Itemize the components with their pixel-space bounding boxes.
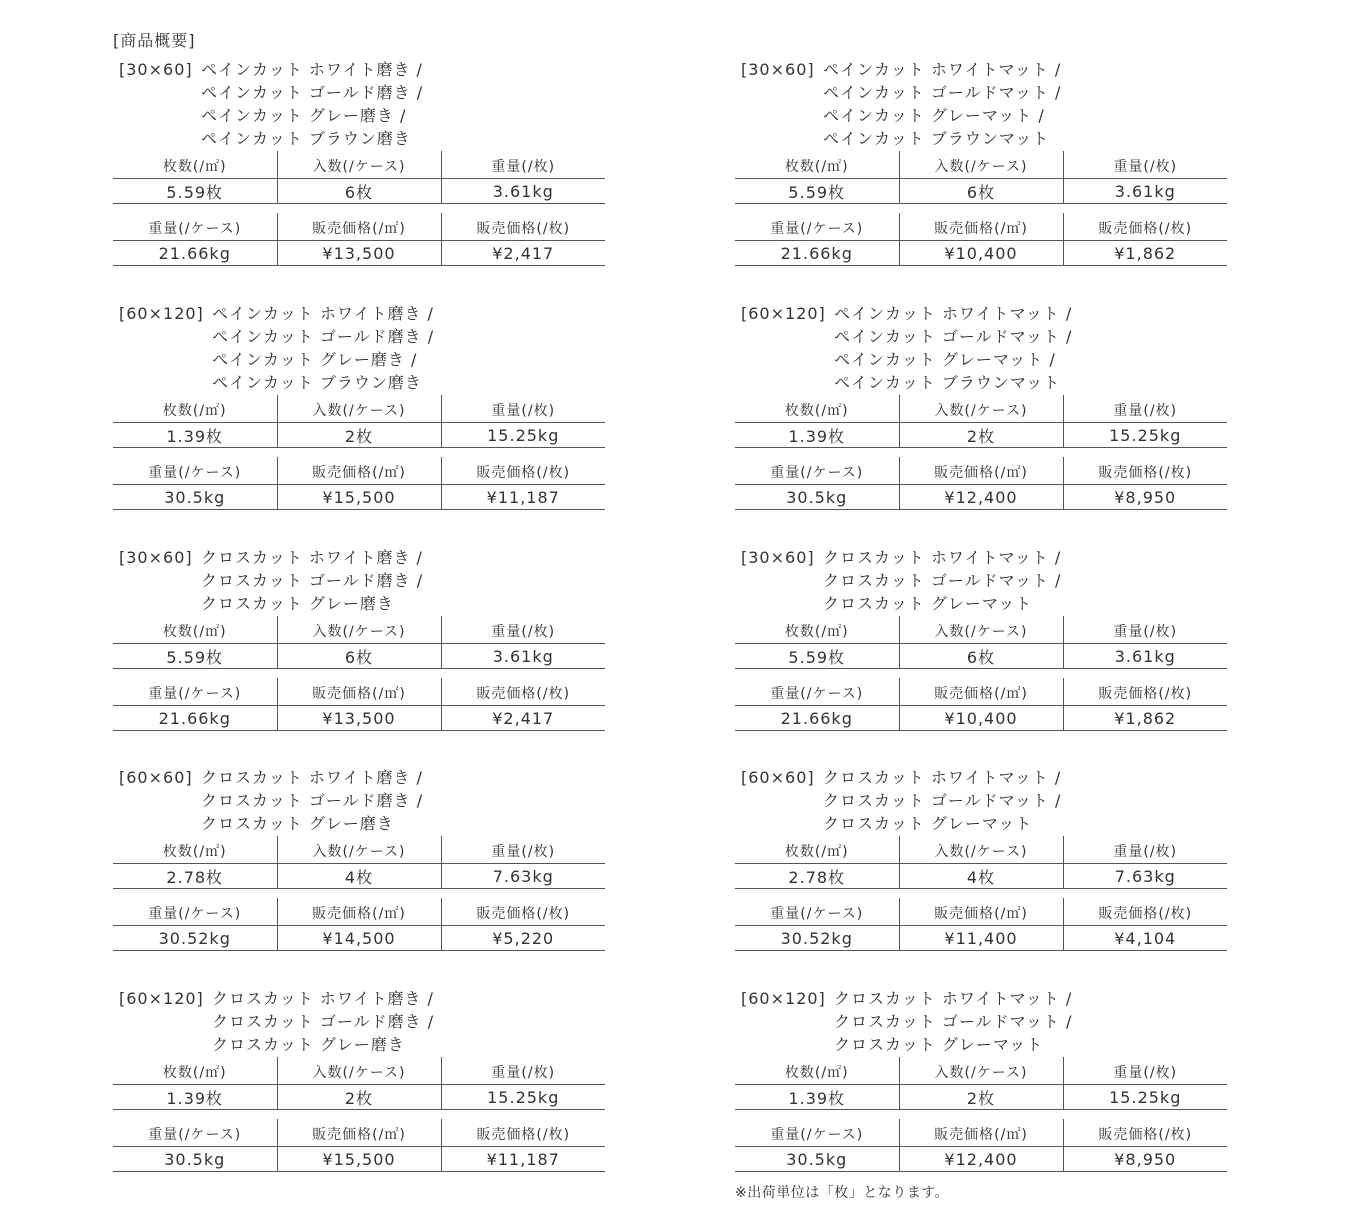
product-name-line: クロスカット グレーマット	[834, 1035, 1044, 1054]
spec-label: 重量(/ケース)	[770, 1126, 864, 1143]
spec-label: 重量(/枚)	[1063, 1057, 1227, 1085]
spec-value: 7.63kg	[441, 864, 605, 889]
product-name-line: ペインカット グレー磨き /	[212, 350, 418, 369]
product-size: [60×120]	[119, 304, 204, 323]
spec-table	[735, 836, 1227, 951]
spec-header-row	[113, 898, 605, 926]
spec-label: 枚数(/㎡)	[784, 843, 849, 860]
spec-value-row	[113, 1147, 605, 1172]
product-names	[823, 58, 1061, 150]
spec-table	[735, 616, 1227, 731]
spec-value: 3.61kg	[1063, 179, 1227, 204]
spec-label: 重量(/ケース)	[148, 220, 242, 237]
product-name-line: クロスカット ホワイト磨き /	[212, 989, 434, 1008]
spec-value-row	[735, 864, 1227, 889]
spec-value: 1.39枚	[113, 1085, 277, 1110]
product-name-line: クロスカット ゴールド磨き /	[212, 1012, 435, 1031]
spec-spacer-row	[113, 204, 605, 214]
product-names	[201, 766, 423, 835]
spacer	[899, 1110, 1063, 1120]
product-names	[834, 302, 1072, 394]
spec-value-row	[735, 706, 1227, 731]
spec-table	[735, 395, 1227, 510]
spec-value: 30.5kg	[113, 485, 277, 510]
spec-label: 販売価格(/㎡)	[277, 898, 441, 926]
spec-value: 1.39枚	[735, 1085, 899, 1110]
product-heading	[735, 546, 1227, 616]
spacer	[735, 448, 899, 458]
spec-value: ¥11,400	[899, 926, 1063, 951]
spec-value-row	[113, 706, 605, 731]
spec-value: 3.61kg	[441, 644, 605, 669]
spec-value: ¥13,500	[277, 241, 441, 266]
spec-header-row	[113, 836, 605, 864]
spacer	[1063, 669, 1227, 679]
spec-label: 枚数(/㎡)	[162, 1064, 227, 1081]
spec-label: 重量(/枚)	[441, 836, 605, 864]
spacer	[899, 669, 1063, 679]
spec-value: 2枚	[277, 423, 441, 448]
spec-header-row	[113, 457, 605, 485]
spacer	[277, 204, 441, 214]
spec-value-row	[113, 644, 605, 669]
spec-header-row	[113, 213, 605, 241]
spec-label: 販売価格(/㎡)	[277, 1119, 441, 1147]
spec-header-row	[735, 395, 1227, 423]
spacer	[735, 889, 899, 899]
spec-header-row	[113, 1057, 605, 1085]
spec-value-row	[735, 1085, 1227, 1110]
spec-value: ¥10,400	[899, 241, 1063, 266]
product-size: [30×60]	[119, 60, 193, 79]
spec-header-row	[735, 213, 1227, 241]
spec-label: 重量(/枚)	[441, 151, 605, 179]
product-name-line: ペインカット グレー磨き /	[201, 106, 407, 125]
product-name-line: ペインカット ホワイト磨き /	[201, 60, 423, 79]
spec-value: 21.66kg	[113, 241, 277, 266]
product-block	[735, 766, 1227, 951]
product-names	[834, 987, 1072, 1056]
spec-value: 21.66kg	[735, 706, 899, 731]
spec-label: 販売価格(/枚)	[441, 1119, 605, 1147]
product-name-line: ペインカット ブラウンマット	[834, 373, 1061, 392]
spec-value: 15.25kg	[1063, 1085, 1227, 1110]
product-name-line: クロスカット グレー磨き	[212, 1035, 405, 1054]
spec-value: 15.25kg	[441, 1085, 605, 1110]
product-heading	[735, 302, 1227, 395]
spec-value: 6枚	[899, 644, 1063, 669]
product-name-line: クロスカット ゴールド磨き /	[201, 791, 424, 810]
spec-value: 21.66kg	[735, 241, 899, 266]
spec-label: 重量(/ケース)	[770, 464, 864, 481]
spec-label: 入数(/ケース)	[899, 1057, 1063, 1085]
spec-value: 2.78枚	[735, 864, 899, 889]
spacer	[1063, 889, 1227, 899]
spec-label: 枚数(/㎡)	[162, 623, 227, 640]
spec-label: 入数(/ケース)	[277, 1057, 441, 1085]
spacer	[277, 1110, 441, 1120]
spec-value: 30.5kg	[735, 485, 899, 510]
spec-value: ¥11,187	[441, 485, 605, 510]
spec-header-row	[735, 457, 1227, 485]
product-heading	[113, 58, 605, 151]
spec-value: 3.61kg	[1063, 644, 1227, 669]
spacer	[277, 669, 441, 679]
spec-label: 販売価格(/㎡)	[899, 457, 1063, 485]
spec-label: 販売価格(/㎡)	[899, 898, 1063, 926]
product-heading	[113, 766, 605, 836]
spec-value: ¥4,104	[1063, 926, 1227, 951]
product-name-line: ペインカット ホワイトマット /	[823, 60, 1062, 79]
spec-label: 販売価格(/枚)	[441, 898, 605, 926]
spec-value-row	[735, 926, 1227, 951]
spec-spacer-row	[113, 889, 605, 899]
product-name-line: クロスカット ホワイトマット /	[834, 989, 1073, 1008]
product-block	[113, 987, 605, 1172]
spec-label: 販売価格(/㎡)	[899, 678, 1063, 706]
product-name-line: クロスカット グレー磨き	[201, 594, 394, 613]
spec-value: ¥13,500	[277, 706, 441, 731]
spacer	[735, 204, 899, 214]
spec-label: 重量(/枚)	[441, 616, 605, 644]
spacer	[899, 889, 1063, 899]
spacer	[899, 204, 1063, 214]
spec-header-row	[113, 395, 605, 423]
product-name-line: ペインカット グレーマット /	[823, 106, 1045, 125]
product-size: [60×120]	[741, 989, 826, 1008]
product-block	[735, 302, 1227, 510]
product-name-line: クロスカット ホワイト磨き /	[201, 768, 423, 787]
spec-label: 販売価格(/枚)	[1063, 678, 1227, 706]
product-block	[735, 987, 1227, 1172]
spec-value-row	[113, 179, 605, 204]
product-block	[113, 302, 605, 510]
spacer	[277, 448, 441, 458]
spec-header-row	[735, 1119, 1227, 1147]
product-name-line: ペインカット ブラウンマット	[823, 129, 1050, 148]
product-names	[201, 546, 423, 615]
spacer	[735, 1110, 899, 1120]
spec-label: 販売価格(/枚)	[1063, 457, 1227, 485]
spec-label: 枚数(/㎡)	[784, 158, 849, 175]
spec-label: 入数(/ケース)	[899, 151, 1063, 179]
spec-value: 21.66kg	[113, 706, 277, 731]
spec-label: 枚数(/㎡)	[784, 1064, 849, 1081]
spec-header-row	[735, 836, 1227, 864]
spec-value-row	[113, 926, 605, 951]
spec-label: 重量(/ケース)	[148, 685, 242, 702]
product-names	[212, 302, 434, 394]
spacer	[899, 448, 1063, 458]
spec-header-row	[113, 1119, 605, 1147]
spec-value: 6枚	[277, 179, 441, 204]
product-names	[823, 766, 1061, 835]
product-name-line: クロスカット グレーマット	[823, 814, 1033, 833]
product-names	[823, 546, 1061, 615]
product-size: [30×60]	[741, 60, 815, 79]
product-size: [60×60]	[119, 768, 193, 787]
spec-label: 重量(/ケース)	[148, 905, 242, 922]
spec-label: 販売価格(/枚)	[441, 678, 605, 706]
spec-value: ¥14,500	[277, 926, 441, 951]
product-heading	[735, 987, 1227, 1057]
spec-value-row	[735, 423, 1227, 448]
product-block	[113, 766, 605, 951]
spec-value: 4枚	[899, 864, 1063, 889]
product-name-line: クロスカット ホワイト磨き /	[201, 548, 423, 567]
spec-label: 重量(/ケース)	[770, 905, 864, 922]
product-name-line: ペインカット ゴールドマット /	[823, 83, 1062, 102]
spec-spacer-row	[113, 669, 605, 679]
spec-label: 入数(/ケース)	[277, 836, 441, 864]
product-name-line: ペインカット ホワイト磨き /	[212, 304, 434, 323]
spec-value: 4枚	[277, 864, 441, 889]
spec-label: 販売価格(/枚)	[1063, 898, 1227, 926]
spec-value: ¥1,862	[1063, 706, 1227, 731]
product-block	[735, 58, 1227, 266]
spec-label: 重量(/枚)	[1063, 836, 1227, 864]
product-block	[113, 546, 605, 731]
spec-label: 重量(/枚)	[441, 1057, 605, 1085]
product-name-line: クロスカット ゴールドマット /	[823, 791, 1062, 810]
product-size: [30×60]	[741, 548, 815, 567]
product-name-line: ペインカット ブラウン磨き	[201, 129, 411, 148]
spacer	[113, 1110, 277, 1120]
spec-label: 販売価格(/枚)	[1063, 1119, 1227, 1147]
spec-table	[113, 395, 605, 510]
product-name-line: クロスカット ゴールド磨き /	[201, 571, 424, 590]
spec-value: 15.25kg	[441, 423, 605, 448]
product-heading	[113, 546, 605, 616]
spacer	[113, 889, 277, 899]
spec-value: ¥8,950	[1063, 485, 1227, 510]
spec-label: 枚数(/㎡)	[162, 402, 227, 419]
spec-label: 枚数(/㎡)	[162, 843, 227, 860]
spec-label: 入数(/ケース)	[899, 836, 1063, 864]
spec-value-row	[113, 1085, 605, 1110]
spec-value: ¥15,500	[277, 1147, 441, 1172]
product-name-line: クロスカット グレー磨き	[201, 814, 394, 833]
product-names	[212, 987, 434, 1056]
spacer	[113, 448, 277, 458]
spec-spacer-row	[735, 889, 1227, 899]
product-name-line: クロスカット ゴールドマット /	[834, 1012, 1073, 1031]
spec-value-row	[735, 485, 1227, 510]
spacer	[1063, 204, 1227, 214]
spec-table	[113, 836, 605, 951]
spec-label: 枚数(/㎡)	[784, 402, 849, 419]
product-block	[735, 546, 1227, 731]
spec-value: 30.52kg	[113, 926, 277, 951]
product-size: [30×60]	[119, 548, 193, 567]
spacer	[735, 669, 899, 679]
product-block	[113, 58, 605, 266]
spec-value-row	[113, 423, 605, 448]
spacer	[441, 889, 605, 899]
product-name-line: クロスカット ゴールドマット /	[823, 571, 1062, 590]
spec-spacer-row	[113, 448, 605, 458]
spec-value: ¥1,862	[1063, 241, 1227, 266]
product-name-line: ペインカット ゴールドマット /	[834, 327, 1073, 346]
spec-label: 重量(/枚)	[1063, 616, 1227, 644]
spec-label: 販売価格(/㎡)	[277, 457, 441, 485]
spec-label: 販売価格(/枚)	[441, 457, 605, 485]
spec-label: 販売価格(/枚)	[441, 213, 605, 241]
spec-value: 30.5kg	[113, 1147, 277, 1172]
spec-label: 入数(/ケース)	[277, 395, 441, 423]
spec-spacer-row	[735, 204, 1227, 214]
spacer	[277, 889, 441, 899]
spec-value: ¥12,400	[899, 1147, 1063, 1172]
spacer	[441, 448, 605, 458]
product-name-line: ペインカット ブラウン磨き	[212, 373, 422, 392]
spec-value: 1.39枚	[113, 423, 277, 448]
spec-spacer-row	[735, 669, 1227, 679]
product-heading	[113, 302, 605, 395]
spec-label: 販売価格(/枚)	[1063, 213, 1227, 241]
spec-value: 2枚	[899, 1085, 1063, 1110]
spec-value: 30.52kg	[735, 926, 899, 951]
spec-header-row	[735, 898, 1227, 926]
product-name-line: ペインカット グレーマット /	[834, 350, 1056, 369]
spec-value-row	[113, 864, 605, 889]
spec-header-row	[735, 616, 1227, 644]
spec-label: 販売価格(/㎡)	[277, 678, 441, 706]
spec-value-row	[735, 241, 1227, 266]
spec-label: 重量(/ケース)	[770, 685, 864, 702]
spec-value: ¥5,220	[441, 926, 605, 951]
product-name-line: ペインカット ゴールド磨き /	[212, 327, 435, 346]
spec-label: 重量(/枚)	[1063, 395, 1227, 423]
spec-label: 重量(/枚)	[441, 395, 605, 423]
spec-header-row	[735, 1057, 1227, 1085]
spec-value: 2.78枚	[113, 864, 277, 889]
spec-table	[735, 151, 1227, 266]
spec-label: 枚数(/㎡)	[162, 158, 227, 175]
spec-value: 3.61kg	[441, 179, 605, 204]
product-size: [60×120]	[741, 304, 826, 323]
spec-value: 2枚	[899, 423, 1063, 448]
spec-label: 重量(/枚)	[1063, 151, 1227, 179]
spec-value: 1.39枚	[735, 423, 899, 448]
spec-value: 30.5kg	[735, 1147, 899, 1172]
spec-header-row	[113, 678, 605, 706]
product-heading	[113, 987, 605, 1057]
spec-spacer-row	[113, 1110, 605, 1120]
spec-value: 5.59枚	[735, 179, 899, 204]
spec-spacer-row	[735, 1110, 1227, 1120]
spec-value-row	[735, 1147, 1227, 1172]
spec-value: ¥11,187	[441, 1147, 605, 1172]
spec-label: 入数(/ケース)	[899, 616, 1063, 644]
spec-label: 重量(/ケース)	[148, 1126, 242, 1143]
spec-label: 販売価格(/㎡)	[277, 213, 441, 241]
spec-label: 入数(/ケース)	[277, 616, 441, 644]
product-name-line: ペインカット ゴールド磨き /	[201, 83, 424, 102]
spec-label: 販売価格(/㎡)	[899, 1119, 1063, 1147]
product-names	[201, 58, 423, 150]
spec-value: 7.63kg	[1063, 864, 1227, 889]
product-heading	[735, 766, 1227, 836]
spacer	[441, 204, 605, 214]
spec-value-row	[113, 241, 605, 266]
spec-value: ¥2,417	[441, 241, 605, 266]
spec-label: 枚数(/㎡)	[784, 623, 849, 640]
product-size: [60×60]	[741, 768, 815, 787]
spacer	[441, 1110, 605, 1120]
product-name-line: クロスカット ホワイトマット /	[823, 548, 1062, 567]
spacer	[1063, 448, 1227, 458]
spacer	[441, 669, 605, 679]
spec-value: ¥15,500	[277, 485, 441, 510]
spec-label: 入数(/ケース)	[899, 395, 1063, 423]
spec-table	[113, 1057, 605, 1172]
spec-value: 2枚	[277, 1085, 441, 1110]
spec-value: 5.59枚	[735, 644, 899, 669]
product-name-line: クロスカット ホワイトマット /	[823, 768, 1062, 787]
spec-value-row	[113, 485, 605, 510]
spacer	[113, 204, 277, 214]
section-title: [商品概要]	[113, 31, 196, 50]
spec-value: 5.59枚	[113, 179, 277, 204]
spec-header-row	[113, 151, 605, 179]
spec-value: 15.25kg	[1063, 423, 1227, 448]
spec-value-row	[735, 179, 1227, 204]
spec-value: ¥12,400	[899, 485, 1063, 510]
spacer	[113, 669, 277, 679]
spec-label: 重量(/ケース)	[148, 464, 242, 481]
spec-header-row	[113, 616, 605, 644]
product-heading	[735, 58, 1227, 151]
spec-label: 重量(/ケース)	[770, 220, 864, 237]
spec-spacer-row	[735, 448, 1227, 458]
spec-label: 入数(/ケース)	[277, 151, 441, 179]
product-name-line: クロスカット グレーマット	[823, 594, 1033, 613]
spec-table	[735, 1057, 1227, 1172]
product-name-line: ペインカット ホワイトマット /	[834, 304, 1073, 323]
spec-value: 6枚	[277, 644, 441, 669]
spec-value: 5.59枚	[113, 644, 277, 669]
spec-header-row	[735, 678, 1227, 706]
spec-label: 販売価格(/㎡)	[899, 213, 1063, 241]
spec-value: ¥8,950	[1063, 1147, 1227, 1172]
spec-table	[113, 616, 605, 731]
spec-value-row	[735, 644, 1227, 669]
spec-value: ¥10,400	[899, 706, 1063, 731]
spacer	[1063, 1110, 1227, 1120]
spec-table	[113, 151, 605, 266]
product-size: [60×120]	[119, 989, 204, 1008]
shipping-note: ※出荷単位は「枚」となります。	[735, 1185, 950, 1201]
spec-header-row	[735, 151, 1227, 179]
spec-value: ¥2,417	[441, 706, 605, 731]
spec-value: 6枚	[899, 179, 1063, 204]
